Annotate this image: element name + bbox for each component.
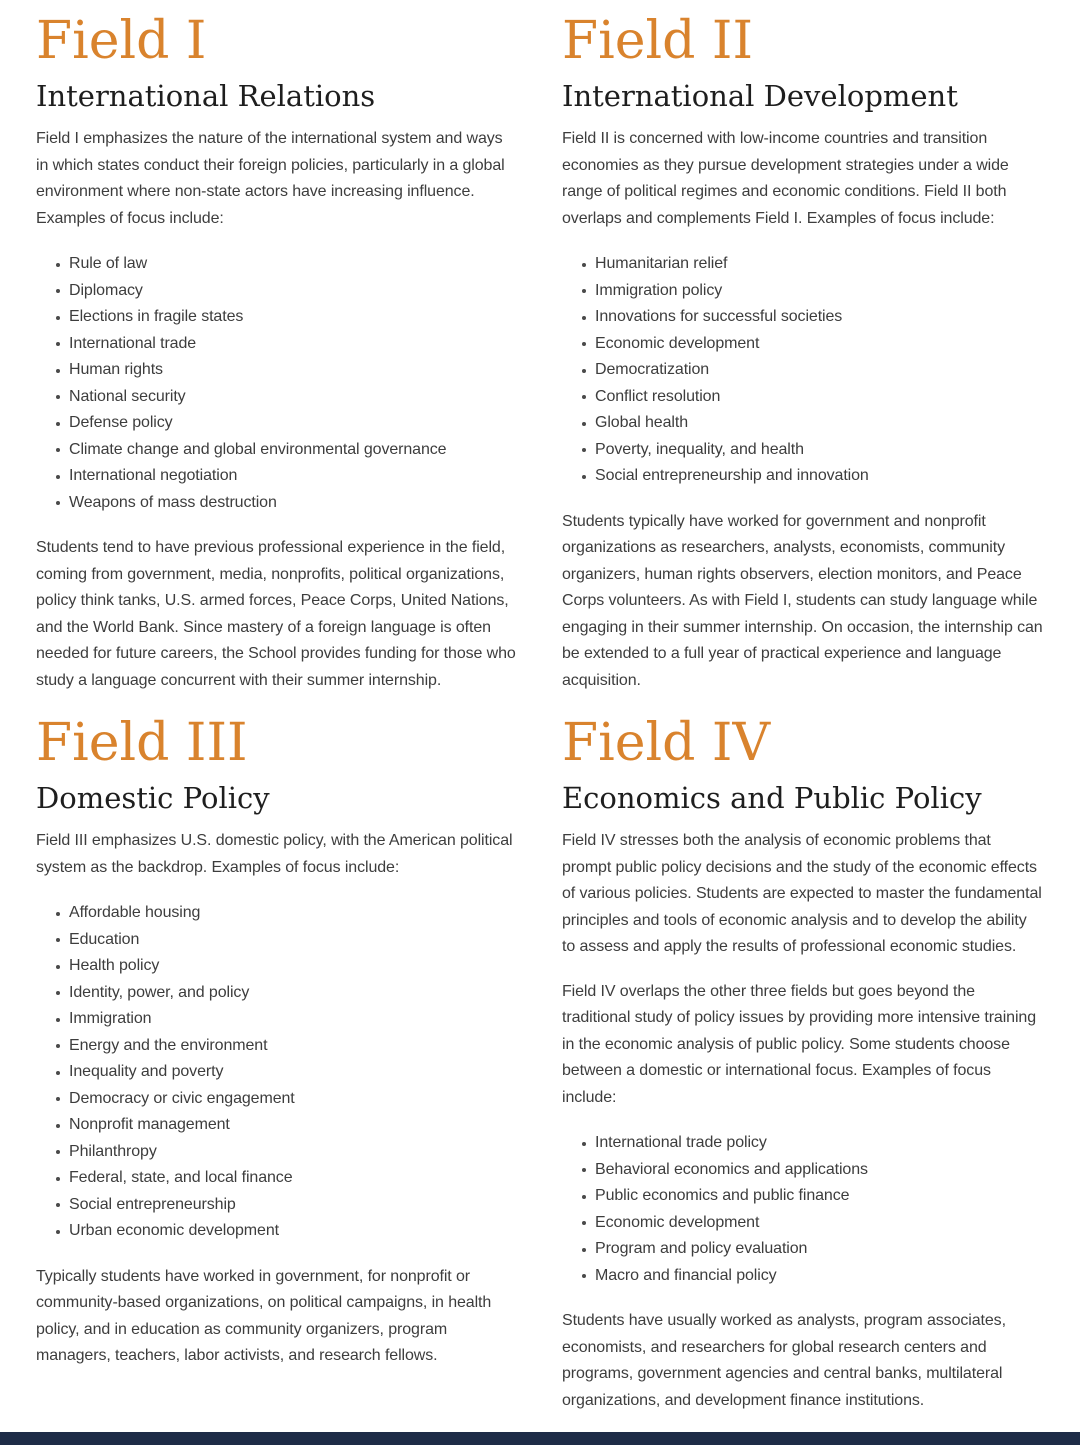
bullet-item: Human rights [69, 357, 518, 384]
bullet-item: Rule of law [69, 251, 518, 278]
field-body [562, 828, 1044, 1414]
intro-paragraphs [36, 828, 518, 881]
bullet-item: Identity, power, and policy [69, 980, 518, 1007]
outro-paragraph: Students have usually worked as analysts, program associates, economists, and researchers for global research centers and programs, government agencies and central banks, multilateral organizations, and development finance institutions. [562, 1312, 1006, 1409]
bullet-item: International negotiation [69, 463, 518, 490]
intro-paragraph: Field I emphasizes the nature of the international system and ways in which states conduct their foreign policies, particularly in a global environment where non-state actors have increasing influence. Examples of focus include: [36, 130, 505, 227]
intro-paragraphs [36, 126, 518, 232]
outro-paragraph: Typically students have worked in government, for nonprofit or community-based organizations, on political campaigns, in health policy, and in education as community organizers, program managers, teachers, labor activists, and research fellows. [36, 1267, 492, 1365]
bullet-item: International trade policy [595, 1130, 1044, 1157]
bullet-item: Global health [595, 410, 1044, 437]
field-subtitle: International Development [562, 78, 958, 113]
bullet-item: National security [69, 384, 518, 411]
bullet-item: Inequality and poverty [69, 1059, 518, 1086]
intro-paragraph: Field II is concerned with low-income countries and transition economies as they pursue development strategies under a wide range of political regimes and economic conditions. Field II both overlaps and complements Field I. Examples of focus include: [562, 130, 1009, 227]
intro-paragraph: Field IV overlaps the other three fields but goes beyond the traditional study of policy issues by providing more intensive training in the economic analysis of public policy. Some students choose between a domestic or international focus. Examples of focus include: [562, 982, 1037, 1106]
field-section-4 [562, 714, 1044, 1414]
field-title: Field I [36, 11, 207, 71]
bullet-item: Public economics and public finance [595, 1183, 1044, 1210]
footer-band [0, 1432, 1080, 1445]
bullet-item: Health policy [69, 953, 518, 980]
bullet-item: Program and policy evaluation [595, 1236, 1044, 1263]
outro-paragraphs [562, 1308, 1044, 1414]
field-section-1 [36, 12, 518, 694]
intro-paragraph: Field III emphasizes U.S. domestic policy, with the American political system as the backdrop. Examples of focus include: [36, 832, 513, 876]
outro-paragraph: Students tend to have previous professional experience in the field, coming from government, media, nonprofits, political organizations, policy think tanks, U.S. armed forces, Peace Corps, United Nations, and the World Bank. Since mastery of a foreign language is often needed for future careers, the School provides funding for those who study a language concurrent with their summer internship. [36, 539, 516, 689]
bullet-item: Elections in fragile states [69, 304, 518, 331]
bullet-list [36, 900, 518, 1245]
bullet-item: Weapons of mass destruction [69, 490, 518, 517]
bullet-item: Energy and the environment [69, 1033, 518, 1060]
field-subtitle: International Relations [36, 78, 376, 113]
bullet-item: Social entrepreneurship and innovation [595, 463, 1044, 490]
intro-paragraphs [562, 126, 1044, 232]
field-title: Field IV [562, 713, 771, 774]
field-subtitle: Domestic Policy [36, 780, 270, 815]
bullet-item: Conflict resolution [595, 384, 1044, 411]
bullet-item: Nonprofit management [69, 1112, 518, 1139]
bullet-list [36, 251, 518, 516]
bullet-item: International trade [69, 331, 518, 358]
bullet-item: Immigration [69, 1006, 518, 1033]
bullet-list [562, 1130, 1044, 1289]
field-section-3 [36, 714, 518, 1414]
bullet-item: Philanthropy [69, 1139, 518, 1166]
outro-paragraphs [36, 1264, 518, 1370]
field-body [36, 828, 518, 1370]
bullet-item: Economic development [595, 331, 1044, 358]
bullet-item: Immigration policy [595, 278, 1044, 305]
bullet-item: Urban economic development [69, 1218, 518, 1245]
outro-paragraph: Students typically have worked for government and nonprofit organizations as researchers, analysts, economists, community organizers, human rights observers, election monitors, and Peace Corps volunteers. As with Field I, students can study language while engaging in their summer internship. On occasion, the internship can be extended to a full year of practical experience and language acquisition. [562, 512, 1043, 689]
bullet-item: Economic development [595, 1210, 1044, 1237]
bullet-item: Democracy or civic engagement [69, 1086, 518, 1113]
bullet-item: Education [69, 927, 518, 954]
outro-paragraphs [562, 509, 1044, 695]
bullet-list [562, 251, 1044, 490]
bullet-item: Humanitarian relief [595, 251, 1044, 278]
field-section-2 [562, 12, 1044, 694]
bullet-item: Social entrepreneurship [69, 1192, 518, 1219]
intro-paragraphs [562, 828, 1044, 1111]
bullet-item: Diplomacy [69, 278, 518, 305]
bullet-item: Democratization [595, 357, 1044, 384]
bullet-item: Poverty, inequality, and health [595, 437, 1044, 464]
bullet-item: Affordable housing [69, 900, 518, 927]
bullet-item: Federal, state, and local finance [69, 1165, 518, 1192]
bullet-item: Climate change and global environmental governance [69, 437, 518, 464]
outro-paragraphs [36, 535, 518, 694]
field-body [562, 126, 1044, 694]
field-subtitle: Economics and Public Policy [562, 780, 982, 815]
field-body [36, 126, 518, 694]
field-title: Field II [562, 11, 754, 71]
intro-paragraph: Field IV stresses both the analysis of economic problems that prompt public policy decisions and the study of the economic effects of various policies. Students are expected to master the fundamental principles and tools of economic analysis and to develop the ability to assess and apply the results of professional economic studies. [562, 832, 1042, 956]
bullet-item: Behavioral economics and applications [595, 1157, 1044, 1184]
bullet-item: Innovations for successful societies [595, 304, 1044, 331]
bullet-item: Macro and financial policy [595, 1263, 1044, 1290]
field-title: Field III [36, 713, 248, 774]
bullet-item: Defense policy [69, 410, 518, 437]
